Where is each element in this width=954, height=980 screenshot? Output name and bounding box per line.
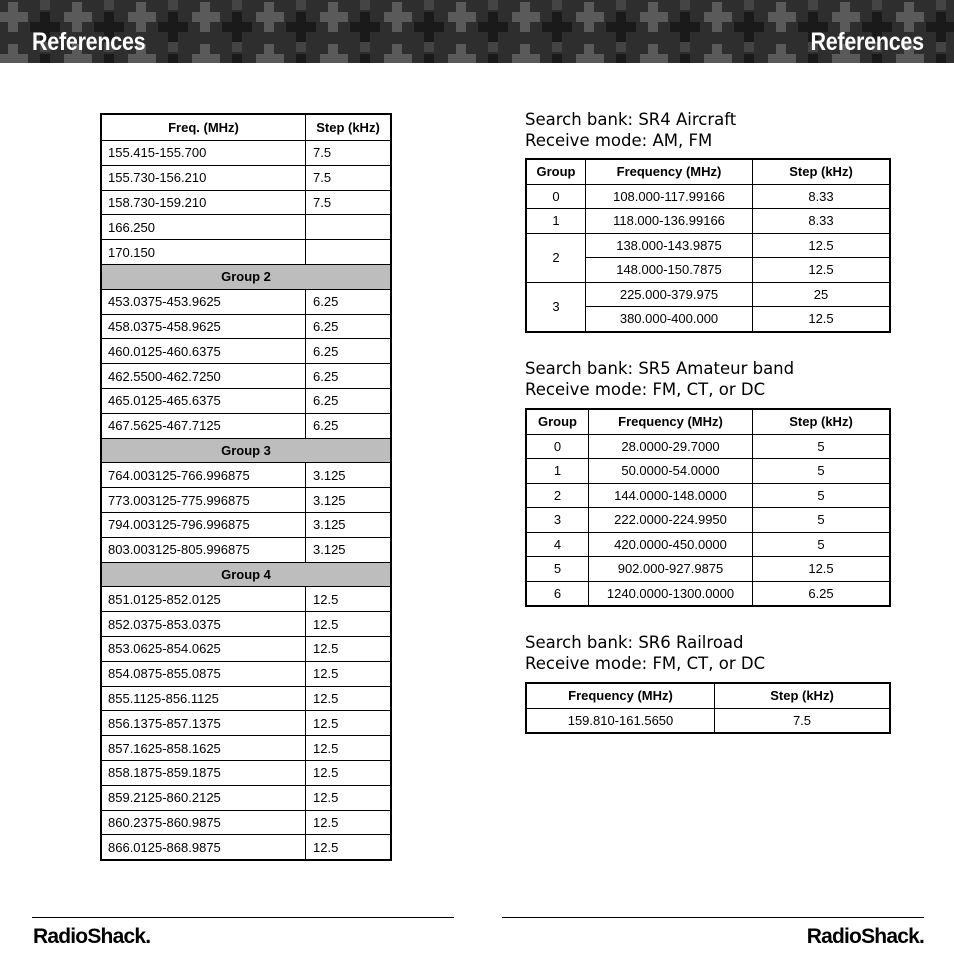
group-cell: 0 — [526, 434, 589, 459]
table-row — [526, 708, 890, 733]
frequency-cell: 166.250 — [101, 215, 306, 240]
table-body — [101, 141, 391, 861]
group-cell: 3 — [526, 508, 589, 533]
frequency-cell: 851.0125-852.0125 — [101, 587, 306, 612]
step-cell: 7.5 — [715, 708, 891, 733]
frequency-cell: 460.0125-460.6375 — [101, 339, 306, 364]
header-title-left: References — [32, 28, 146, 56]
table-row — [101, 512, 391, 537]
col-header-group: Group — [526, 409, 589, 434]
frequency-cell: 854.0875-855.0875 — [101, 661, 306, 686]
table-row — [101, 760, 391, 785]
table-row — [526, 557, 890, 582]
frequency-table-left — [100, 113, 392, 861]
table-row — [101, 215, 391, 240]
frequency-cell: 855.1125-856.1125 — [101, 686, 306, 711]
table-row — [101, 314, 391, 339]
table-row — [101, 636, 391, 661]
step-cell — [306, 215, 392, 240]
table-row — [101, 339, 391, 364]
group-header-row — [101, 438, 391, 463]
table-header-row — [526, 159, 890, 184]
table-row — [101, 587, 391, 612]
frequency-cell: 28.0000-29.7000 — [589, 434, 753, 459]
footer-rule-left — [32, 917, 454, 918]
frequency-cell: 902.000-927.9875 — [589, 557, 753, 582]
col-header-freq: Freq. (MHz) — [101, 114, 306, 141]
group-cell: 5 — [526, 557, 589, 582]
frequency-cell: 380.000-400.000 — [586, 307, 753, 332]
sr5-title — [525, 358, 794, 400]
step-cell: 5 — [753, 483, 891, 508]
table-row — [526, 532, 890, 557]
frequency-cell: 170.150 — [101, 240, 306, 265]
table-row — [526, 209, 890, 234]
group-label: Group 3 — [101, 438, 391, 463]
frequency-cell: 225.000-379.975 — [586, 282, 753, 307]
frequency-cell: 794.003125-796.996875 — [101, 512, 306, 537]
frequency-cell: 773.003125-775.996875 — [101, 488, 306, 513]
step-cell: 5 — [753, 532, 891, 557]
table-row — [526, 282, 890, 307]
table-row — [101, 388, 391, 413]
step-cell: 8.33 — [753, 184, 891, 209]
table-row — [526, 581, 890, 606]
table-header-row — [526, 409, 890, 434]
frequency-cell: 222.0000-224.9950 — [589, 508, 753, 533]
table-row — [526, 483, 890, 508]
table-row — [101, 364, 391, 389]
col-header-group: Group — [526, 159, 586, 184]
col-header-frequency: Frequency (MHz) — [526, 683, 715, 708]
frequency-cell: 158.730-159.210 — [101, 190, 306, 215]
step-cell: 12.5 — [753, 557, 891, 582]
group-cell: 3 — [526, 282, 586, 332]
step-cell: 25 — [753, 282, 891, 307]
step-cell: 12.5 — [306, 760, 392, 785]
group-cell: 0 — [526, 184, 586, 209]
group-cell: 4 — [526, 532, 589, 557]
frequency-cell: 860.2375-860.9875 — [101, 810, 306, 835]
radioshack-logo-right: RadioShack. — [806, 925, 924, 948]
step-cell: 6.25 — [306, 339, 392, 364]
table-header-row — [101, 114, 391, 141]
table-row — [101, 686, 391, 711]
frequency-cell: 155.415-155.700 — [101, 141, 306, 166]
step-cell: 3.125 — [306, 463, 392, 488]
table-row — [101, 661, 391, 686]
sr5-title-line2: Receive mode: FM, CT, or DC — [525, 380, 766, 399]
table-row — [101, 711, 391, 736]
sr5-table — [525, 408, 891, 607]
frequency-cell: 467.5625-467.7125 — [101, 413, 306, 438]
frequency-cell: 1240.0000-1300.0000 — [589, 581, 753, 606]
table-row — [101, 240, 391, 265]
frequency-cell: 159.810-161.5650 — [526, 708, 715, 733]
step-cell: 8.33 — [753, 209, 891, 234]
table-row — [101, 413, 391, 438]
table-row — [101, 289, 391, 314]
frequency-cell: 420.0000-450.0000 — [589, 532, 753, 557]
table-header-row — [526, 683, 890, 708]
frequency-cell: 458.0375-458.9625 — [101, 314, 306, 339]
table-row — [101, 785, 391, 810]
step-cell: 7.5 — [306, 190, 392, 215]
page-header — [0, 0, 954, 63]
step-cell: 12.5 — [753, 233, 891, 258]
step-cell: 5 — [753, 434, 891, 459]
step-cell: 12.5 — [306, 736, 392, 761]
frequency-cell: 144.0000-148.0000 — [589, 483, 753, 508]
table-row — [526, 184, 890, 209]
frequency-cell: 108.000-117.99166 — [586, 184, 753, 209]
table-row — [101, 190, 391, 215]
group-header-row — [101, 264, 391, 289]
step-cell: 12.5 — [306, 612, 392, 637]
step-cell: 12.5 — [306, 810, 392, 835]
step-cell: 12.5 — [306, 587, 392, 612]
step-cell: 6.25 — [306, 289, 392, 314]
step-cell: 3.125 — [306, 512, 392, 537]
step-cell: 5 — [753, 459, 891, 484]
step-cell: 6.25 — [306, 413, 392, 438]
group-cell: 2 — [526, 233, 586, 282]
frequency-cell: 857.1625-858.1625 — [101, 736, 306, 761]
frequency-cell: 118.000-136.99166 — [586, 209, 753, 234]
frequency-cell: 856.1375-857.1375 — [101, 711, 306, 736]
sr6-title-line1: Search bank: SR6 Railroad — [525, 633, 744, 652]
table-row — [526, 459, 890, 484]
table-row — [101, 141, 391, 166]
group-cell: 6 — [526, 581, 589, 606]
table-row — [101, 463, 391, 488]
table-row — [526, 508, 890, 533]
frequency-cell: 462.5500-462.7250 — [101, 364, 306, 389]
step-cell: 12.5 — [753, 307, 891, 332]
step-cell — [306, 240, 392, 265]
table-row — [526, 233, 890, 258]
step-cell: 7.5 — [306, 141, 392, 166]
col-header-step: Step (kHz) — [753, 409, 891, 434]
frequency-cell: 138.000-143.9875 — [586, 233, 753, 258]
group-label: Group 2 — [101, 264, 391, 289]
sr4-table — [525, 158, 891, 333]
frequency-cell: 50.0000-54.0000 — [589, 459, 753, 484]
step-cell: 12.5 — [306, 835, 392, 860]
table-row — [526, 434, 890, 459]
group-header-row — [101, 562, 391, 587]
table-row — [101, 612, 391, 637]
radioshack-logo-left: RadioShack. — [33, 925, 151, 948]
sr4-title-line2: Receive mode: AM, FM — [525, 131, 713, 150]
table-row — [101, 165, 391, 190]
frequency-cell: 853.0625-854.0625 — [101, 636, 306, 661]
step-cell: 5 — [753, 508, 891, 533]
table-row — [101, 488, 391, 513]
step-cell: 3.125 — [306, 488, 392, 513]
table-row — [101, 537, 391, 562]
sr6-title — [525, 632, 765, 674]
frequency-cell: 764.003125-766.996875 — [101, 463, 306, 488]
frequency-cell: 859.2125-860.2125 — [101, 785, 306, 810]
step-cell: 12.5 — [306, 636, 392, 661]
sr5-title-line1: Search bank: SR5 Amateur band — [525, 359, 795, 378]
group-label: Group 4 — [101, 562, 391, 587]
step-cell: 3.125 — [306, 537, 392, 562]
step-cell: 12.5 — [306, 661, 392, 686]
step-cell: 12.5 — [753, 258, 891, 283]
frequency-cell: 465.0125-465.6375 — [101, 388, 306, 413]
table-row — [101, 736, 391, 761]
group-cell: 1 — [526, 459, 589, 484]
header-title-right: References — [810, 28, 924, 56]
table-row — [101, 810, 391, 835]
group-cell: 1 — [526, 209, 586, 234]
frequency-cell: 866.0125-868.9875 — [101, 835, 306, 860]
step-cell: 7.5 — [306, 165, 392, 190]
step-cell: 12.5 — [306, 785, 392, 810]
sr6-title-line2: Receive mode: FM, CT, or DC — [525, 654, 766, 673]
step-cell: 6.25 — [306, 388, 392, 413]
frequency-cell: 852.0375-853.0375 — [101, 612, 306, 637]
step-cell: 6.25 — [306, 314, 392, 339]
frequency-cell: 803.003125-805.996875 — [101, 537, 306, 562]
col-header-frequency: Frequency (MHz) — [589, 409, 753, 434]
step-cell: 6.25 — [306, 364, 392, 389]
table-body — [526, 434, 890, 606]
sr4-title — [525, 109, 736, 151]
col-header-frequency: Frequency (MHz) — [586, 159, 753, 184]
step-cell: 12.5 — [306, 686, 392, 711]
step-cell: 6.25 — [753, 581, 891, 606]
table-row — [101, 835, 391, 860]
frequency-cell: 148.000-150.7875 — [586, 258, 753, 283]
frequency-cell: 155.730-156.210 — [101, 165, 306, 190]
col-header-step: Step (kHz) — [306, 114, 392, 141]
col-header-step: Step (kHz) — [715, 683, 891, 708]
frequency-cell: 453.0375-453.9625 — [101, 289, 306, 314]
col-header-step: Step (kHz) — [753, 159, 891, 184]
sr6-table — [525, 682, 891, 734]
sr4-title-line1: Search bank: SR4 Aircraft — [525, 110, 737, 129]
frequency-cell: 858.1875-859.1875 — [101, 760, 306, 785]
group-cell: 2 — [526, 483, 589, 508]
step-cell: 12.5 — [306, 711, 392, 736]
footer-rule-right — [502, 917, 924, 918]
